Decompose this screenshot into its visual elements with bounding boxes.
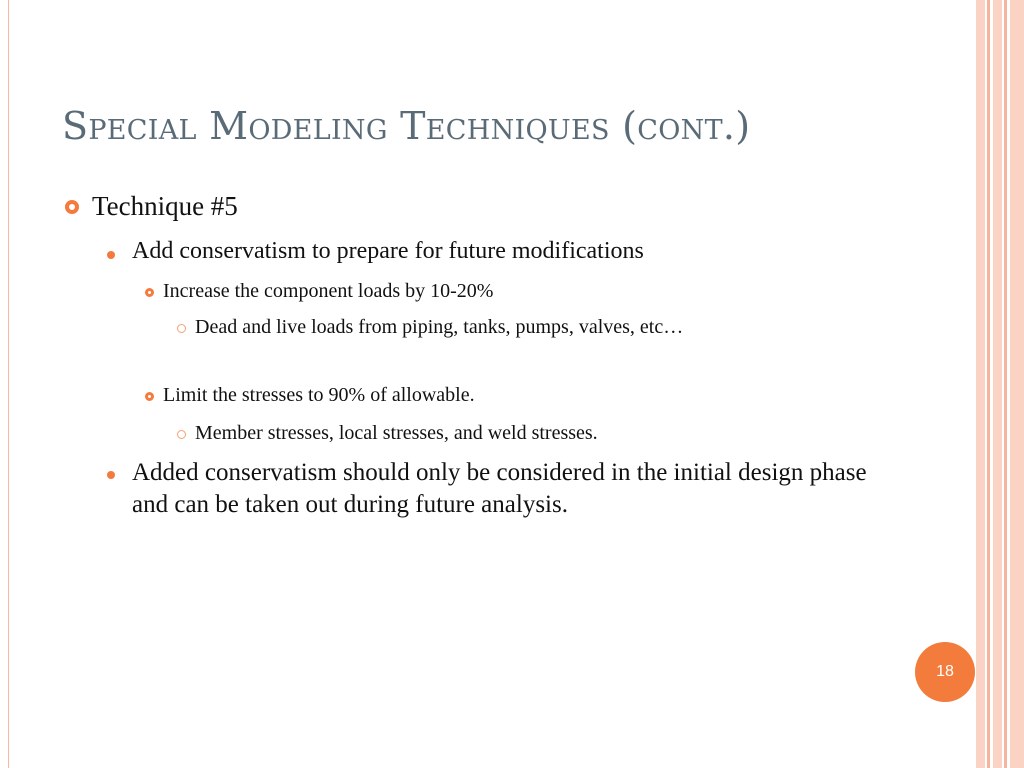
decorative-stripe xyxy=(1004,0,1007,768)
bullet-dead-live-loads: Dead and live loads from piping, tanks, pumps, valves, etc… xyxy=(195,316,684,338)
bullet-add-conservatism: Add conservatism to prepare for future modifications xyxy=(132,238,644,264)
ring-bullet-icon xyxy=(65,200,79,214)
small-ring-bullet-icon xyxy=(177,430,186,439)
ring-bullet-icon xyxy=(145,288,154,297)
ring-bullet-icon xyxy=(145,392,154,401)
decorative-stripe xyxy=(976,0,985,768)
dot-bullet-icon xyxy=(107,251,115,259)
bullet-technique: Technique #5 xyxy=(92,191,238,221)
bullet-increase-loads: Increase the component loads by 10-20% xyxy=(163,280,494,302)
page-number-badge xyxy=(915,642,975,702)
bullet-added-conservatism: Added conservatism should only be considered in the initial design phase and can be taken out during future analysis. xyxy=(132,459,867,518)
decorative-stripe xyxy=(993,0,1002,768)
frame-left-border xyxy=(8,0,9,768)
page-number: 18 xyxy=(936,663,954,680)
bullet-member-stresses: Member stresses, local stresses, and weld stresses. xyxy=(195,422,598,444)
decorative-stripe xyxy=(1010,0,1024,768)
slide-title: Special Modeling Techniques (cont.) xyxy=(62,104,751,148)
small-ring-bullet-icon xyxy=(177,324,186,333)
dot-bullet-icon xyxy=(107,471,115,479)
decorative-stripe xyxy=(987,0,990,768)
bullet-limit-stresses: Limit the stresses to 90% of allowable. xyxy=(163,384,475,406)
